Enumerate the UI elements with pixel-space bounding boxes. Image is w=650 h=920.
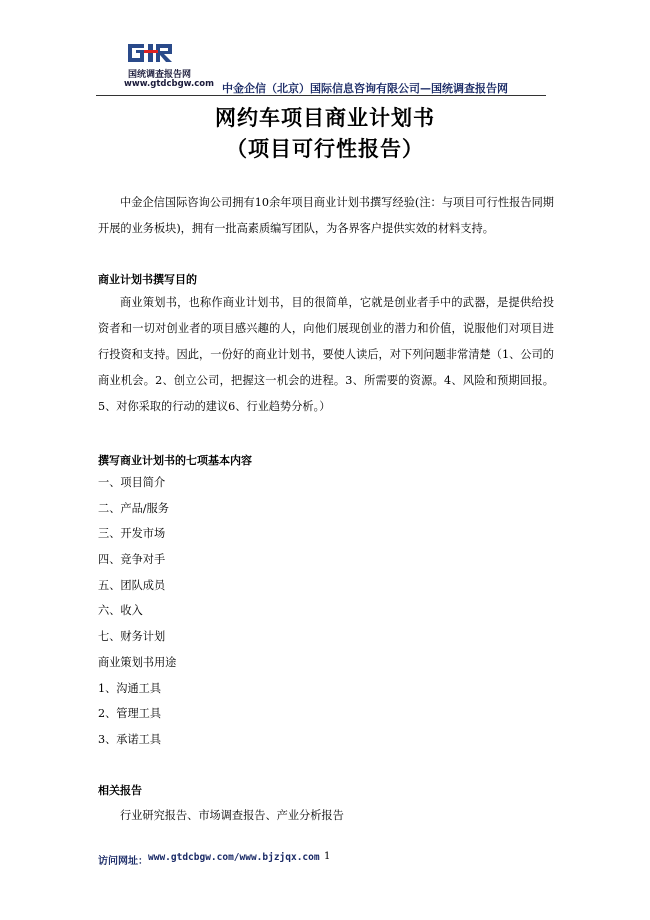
logo-website: www.gtdcbgw.com xyxy=(124,79,214,89)
list-item: 1、沟通工具 xyxy=(98,681,162,695)
list-item: 3、承诺工具 xyxy=(98,732,162,746)
intro-paragraph: 中金企信国际咨询公司拥有10余年项目商业计划书撰写经验(注：与项目可行性报告同期开展的业务板块)，拥有一批高素质编写团队，为各界客户提供实效的材料支持。 xyxy=(98,196,554,235)
list-item: 商业策划书用途 xyxy=(98,655,177,669)
related-heading: 相关报告 xyxy=(98,784,142,797)
list-item: 二、产品/服务 xyxy=(98,501,169,515)
document-subtitle: （项目可行性报告） xyxy=(226,136,424,161)
list-item: 六、收入 xyxy=(98,604,143,618)
logo-text: 国统调查报告网 xyxy=(128,70,192,80)
list-item: 七、财务计划 xyxy=(98,630,166,644)
list-item: 五、团队成员 xyxy=(98,578,166,592)
list-item: 四、竞争对手 xyxy=(98,553,166,567)
related-paragraph: 行业研究报告、市场调查报告、产业分析报告 xyxy=(120,809,344,822)
list-item: 2、管理工具 xyxy=(98,707,162,721)
document-title: 网约车项目商业计划书 xyxy=(215,105,435,130)
footer-url-link[interactable]: www.gtdcbgw.com/www.bjzjqx.com xyxy=(148,852,320,863)
purpose-paragraph: 商业策划书，也称作商业计划书，目的很简单，它就是创业者手中的武器，是提供给投资者和一切对创业者的项目感兴趣的人，向他们展现创业的潜力和价值，说服他们对项目进行投资和支持。因此，一份好的商业计划书，要使人读后，对下列问题非常清楚（1、公司的商业机会。2、创立公司，把握这一机会的进程。3、所需要的资源。4、风险和预期回报。5、对你采取的行动的建议6、行业趋势分析。） xyxy=(98,296,554,413)
page-number: 1 xyxy=(324,851,331,862)
contents-list xyxy=(98,470,176,753)
logo-mark-icon xyxy=(124,40,194,66)
list-item: 一、项目简介 xyxy=(98,476,166,489)
list-item: 三、开发市场 xyxy=(98,527,166,541)
contents-heading: 撰写商业计划书的七项基本内容 xyxy=(98,454,252,467)
footer-label: 访问网址： xyxy=(98,856,148,867)
purpose-heading: 商业计划书撰写目的 xyxy=(98,273,197,286)
header-company: 中金企信（北京）国际信息咨询有限公司—国统调查报告网 xyxy=(222,82,508,95)
header-divider xyxy=(96,95,546,96)
